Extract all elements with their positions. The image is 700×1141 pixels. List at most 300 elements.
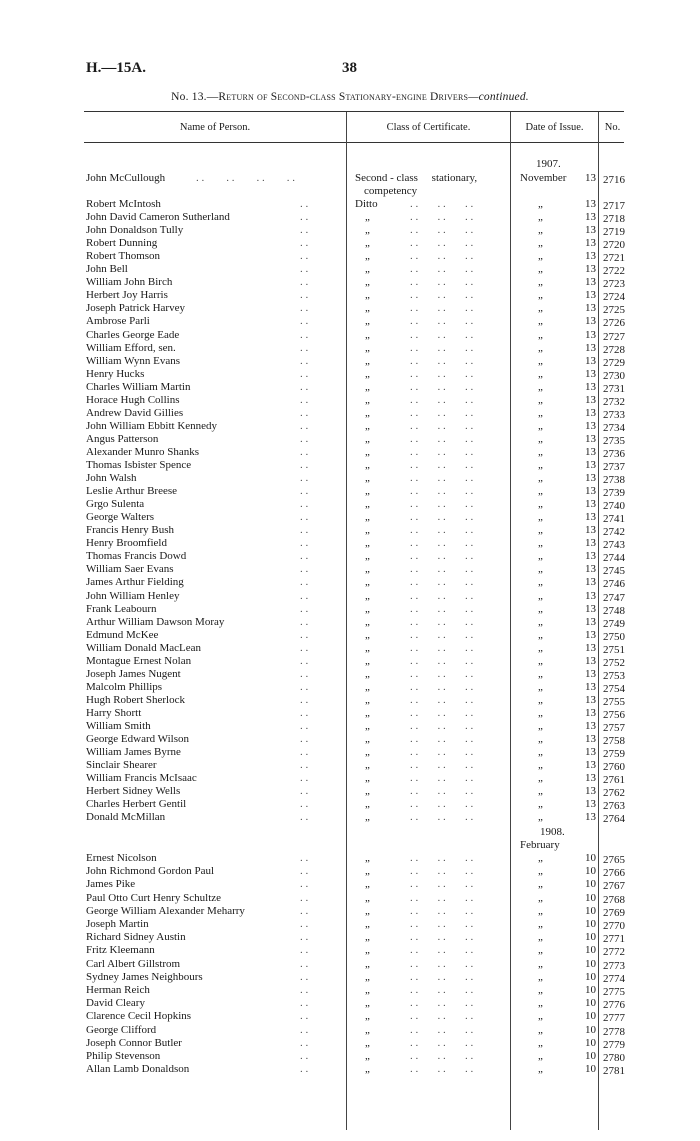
certificate-number: 2755 (603, 695, 625, 708)
person-name: William Donald MacLean (86, 641, 202, 654)
leader-dots: . . . . . . (410, 1050, 474, 1062)
month-ditto-mark: „ (538, 1023, 543, 1036)
month-ditto-mark: „ (538, 328, 543, 341)
month-ditto-mark: „ (538, 250, 543, 263)
person-name: Thomas Isbister Spence (86, 459, 192, 471)
leader-dots: . . . . . . (410, 654, 474, 667)
person-name: Alexander Munro Shanks (86, 445, 200, 458)
year-1908: 1908. (540, 826, 565, 838)
month-ditto-mark: „ (538, 224, 543, 237)
leader-dots: . . (300, 706, 309, 719)
first-entry-month: November (520, 172, 567, 184)
issue-day: 13 (585, 315, 596, 328)
certificate-number: 2739 (603, 487, 625, 500)
month-ditto-mark: „ (538, 693, 543, 706)
certificate-class: „ (365, 865, 370, 878)
certificate-class: Ditto (355, 198, 378, 210)
person-name: Grgo Sulenta (86, 498, 145, 511)
month-ditto-mark: „ (538, 1063, 543, 1076)
certificate-number: 2762 (603, 787, 625, 800)
person-name: George William Alexander Meharry (86, 904, 245, 917)
certificate-number: 2741 (603, 513, 625, 526)
leader-dots: . . . . . . (410, 589, 474, 602)
certificate-class: „ (365, 759, 370, 772)
leader-dots: . . (300, 445, 309, 458)
person-name: John William Henley (86, 589, 180, 602)
person-name: Edmund McKee (86, 628, 159, 641)
issue-day: 13 (585, 524, 596, 537)
issue-day: 13 (585, 250, 596, 263)
leader-dots: . . . . . . (410, 1010, 474, 1023)
certificate-number: 2779 (603, 1038, 625, 1051)
leader-dots: . . . . . . (410, 550, 474, 563)
person-name: Malcolm Phillips (86, 680, 163, 693)
certificate-number: 2760 (603, 761, 625, 774)
leader-dots: . . . . . . (410, 237, 474, 250)
month-ditto-mark: „ (538, 957, 543, 970)
month-ditto-mark: „ (538, 984, 543, 996)
certificate-class: „ (365, 628, 370, 641)
issue-day: 10 (585, 852, 596, 864)
certificate-class: „ (365, 654, 370, 667)
certificate-number: 2766 (603, 867, 625, 880)
column-header-class: Class of Certificate. (386, 122, 471, 133)
person-name: Donald McMillan (86, 811, 166, 824)
certificate-class: „ (365, 341, 370, 354)
certificate-number: 2745 (603, 565, 625, 578)
issue-day: 10 (585, 1036, 596, 1049)
month-ditto-mark: „ (538, 524, 543, 537)
certificate-class: „ (365, 250, 370, 263)
leader-dots: . . (300, 537, 309, 550)
leader-dots: . . (300, 693, 309, 706)
issue-day: 13 (585, 498, 596, 511)
person-name: Henry Broomfield (86, 537, 167, 550)
person-name: Ambrose Parli (86, 315, 150, 328)
person-name: John William Ebbitt Kennedy (86, 419, 218, 432)
person-name: William Wynn Evans (86, 354, 181, 367)
leader-dots: . . (300, 970, 309, 983)
month-ditto-mark: „ (538, 380, 543, 393)
leader-dots: . . . . . . (410, 1023, 474, 1036)
leader-dots: . . (300, 641, 309, 654)
leader-dots: . . (300, 485, 309, 498)
certificate-number: 2743 (603, 539, 625, 552)
certificate-number: 2746 (603, 578, 625, 591)
issue-day: 13 (585, 811, 596, 824)
certificate-class: „ (365, 328, 370, 341)
certificate-number: 2740 (603, 500, 625, 513)
leader-dots: . . (300, 511, 309, 524)
month-ditto-mark: „ (538, 997, 543, 1010)
leader-dots: . . (300, 524, 309, 537)
leader-dots: . . (300, 628, 309, 641)
issue-day: 10 (585, 918, 596, 930)
leader-dots: . . . . . . (410, 380, 474, 393)
certificate-number: 2764 (603, 813, 625, 826)
issue-day: 13 (585, 576, 596, 589)
person-name: John Donaldson Tully (86, 224, 184, 237)
month-ditto-mark: „ (538, 289, 543, 302)
leader-dots: . . . . . . (410, 406, 474, 419)
certificate-class: „ (365, 511, 370, 524)
month-ditto-mark: „ (538, 746, 543, 759)
issue-day: 13 (585, 406, 596, 419)
leader-dots: . . . . . . (410, 563, 474, 576)
leader-dots: . . . . . . (410, 289, 474, 302)
certificate-class: „ (365, 891, 370, 904)
leader-dots: . . (300, 393, 309, 406)
person-name: Robert Dunning (86, 237, 158, 250)
column-divider-date (598, 112, 599, 1130)
leader-dots: . . . . . . (410, 957, 474, 970)
first-entry-no: 2716 (603, 174, 625, 186)
month-ditto-mark: „ (538, 237, 543, 250)
title-prefix: No. 13.— (171, 91, 219, 103)
person-name: John Bell (86, 263, 128, 276)
certificate-class: „ (365, 211, 370, 224)
certificate-number: 2770 (603, 920, 625, 932)
certificate-number: 2765 (603, 854, 625, 866)
certificate-number: 2749 (603, 617, 625, 630)
issue-day: 13 (585, 720, 596, 732)
title-suffix: —continued. (468, 91, 529, 103)
month-ditto-mark: „ (538, 772, 543, 785)
certificate-number: 2761 (603, 774, 625, 787)
leader-dots: . . (300, 746, 309, 759)
leader-dots: . . . . . . (410, 772, 474, 785)
certificate-number: 2772 (603, 946, 625, 959)
certificate-class: „ (365, 263, 370, 276)
issue-day: 10 (585, 1050, 596, 1062)
leader-dots: . . . . . . (410, 511, 474, 524)
leader-dots: . . (300, 563, 309, 576)
person-name: Richard Sidney Austin (86, 931, 186, 944)
certificate-number: 2719 (603, 226, 625, 239)
certificate-number: 2732 (603, 395, 625, 408)
certificate-class: „ (365, 957, 370, 970)
leader-dots: . . . . . . (410, 746, 474, 759)
month-ditto-mark: „ (538, 563, 543, 576)
leader-dots: . . (300, 589, 309, 602)
certificate-class: „ (365, 852, 370, 864)
leader-dots: . . . . . . (410, 263, 474, 276)
month-ditto-mark: „ (538, 706, 543, 719)
leader-dots: . . . . . . (410, 970, 474, 983)
leader-dots: . . (300, 984, 309, 996)
certificate-number: 2780 (603, 1052, 625, 1064)
certificate-class: „ (365, 289, 370, 302)
leader-dots: . . (300, 472, 309, 485)
certificate-class: „ (365, 315, 370, 328)
certificate-number: 2720 (603, 239, 625, 252)
month-ditto-mark: „ (538, 1036, 543, 1049)
leader-dots: . . . . . . (410, 276, 474, 289)
month-ditto-mark: „ (538, 680, 543, 693)
leader-dots: . . (300, 498, 309, 511)
certificate-class: „ (365, 1063, 370, 1076)
leader-dots: . . . . . . (410, 615, 474, 628)
person-name: William James Byrne (86, 746, 181, 759)
person-name: William Efford, sen. (86, 341, 176, 354)
issue-day: 10 (585, 1063, 596, 1076)
leader-dots: . . . . . . (410, 211, 474, 224)
person-name: Joseph Patrick Harvey (86, 302, 185, 315)
month-ditto-mark: „ (538, 341, 543, 354)
leader-dots: . . . . . . (410, 798, 474, 811)
leader-dots: . . (300, 904, 309, 917)
document-reference: H.—15A. (86, 60, 146, 76)
leader-dots: . . . . . . (410, 852, 474, 864)
month-ditto-mark: „ (538, 472, 543, 485)
issue-day: 13 (585, 198, 596, 210)
certificate-number: 2781 (603, 1065, 625, 1078)
certificate-class: „ (365, 615, 370, 628)
issue-day: 10 (585, 957, 596, 970)
certificate-class: „ (365, 944, 370, 957)
certificate-class: „ (365, 878, 370, 891)
month-ditto-mark: „ (538, 785, 543, 798)
certificate-class: „ (365, 733, 370, 746)
month-ditto-mark: „ (538, 865, 543, 878)
column-divider-class (510, 112, 511, 1130)
month-ditto-mark: „ (538, 589, 543, 602)
leader-dots: . . . . . . (410, 485, 474, 498)
issue-day: 13 (585, 589, 596, 602)
column-header-name: Name of Person. (179, 122, 251, 133)
month-ditto-mark: „ (538, 576, 543, 589)
leader-dots: . . (300, 211, 309, 224)
month-ditto-mark: „ (538, 315, 543, 328)
issue-day: 13 (585, 680, 596, 693)
leader-dots: . . (300, 237, 309, 250)
person-name: John Richmond Gordon Paul (86, 865, 215, 878)
certificate-number: 2723 (603, 278, 625, 291)
leader-dots: . . . . . . (410, 918, 474, 930)
leader-dots: . . (300, 878, 309, 891)
issue-day: 13 (585, 550, 596, 563)
month-ditto-mark: „ (538, 1050, 543, 1062)
issue-day: 13 (585, 393, 596, 406)
issue-day: 13 (585, 211, 596, 224)
issue-day: 13 (585, 511, 596, 524)
leader-dots: . . . . . . . . (196, 172, 295, 184)
certificate-class: „ (365, 302, 370, 315)
issue-day: 10 (585, 1010, 596, 1023)
certificate-class: „ (365, 445, 370, 458)
certificate-class: „ (365, 984, 370, 996)
certificate-number: 2775 (603, 986, 625, 998)
issue-day: 13 (585, 537, 596, 550)
issue-day: 13 (585, 367, 596, 380)
leader-dots: . . (300, 315, 309, 328)
person-name: George Walters (86, 511, 155, 524)
certificate-number: 2747 (603, 591, 625, 604)
issue-day: 13 (585, 289, 596, 302)
month-ditto-mark: „ (538, 852, 543, 864)
month-ditto-mark: „ (538, 759, 543, 772)
certificate-class: „ (365, 459, 370, 471)
person-name: Philip Stevenson (86, 1050, 161, 1062)
certificate-class: „ (365, 380, 370, 393)
certificate-class: „ (365, 537, 370, 550)
leader-dots: . . . . . . (410, 341, 474, 354)
leader-dots: . . (300, 276, 309, 289)
month-ditto-mark: „ (538, 485, 543, 498)
person-name: George Edward Wilson (86, 733, 190, 746)
person-name: Ernest Nicolson (86, 852, 157, 864)
leader-dots: . . (300, 367, 309, 380)
issue-day: 13 (585, 733, 596, 746)
certificate-class: „ (365, 472, 370, 485)
issue-day: 13 (585, 641, 596, 654)
person-name: Thomas Francis Dowd (86, 550, 187, 563)
certificate-number: 2777 (603, 1012, 625, 1025)
month-ditto-mark: „ (538, 878, 543, 891)
leader-dots: . . . . . . (410, 720, 474, 732)
certificate-number: 2758 (603, 735, 625, 748)
certificate-number: 2756 (603, 708, 625, 721)
certificate-number: 2717 (603, 200, 625, 212)
person-name: Henry Hucks (86, 367, 145, 380)
certificate-class: „ (365, 432, 370, 445)
leader-dots: . . . . . . (410, 997, 474, 1010)
leader-dots: . . (300, 811, 309, 824)
certificate-number: 2734 (603, 421, 625, 434)
leader-dots: . . (300, 550, 309, 563)
certificate-number: 2768 (603, 893, 625, 906)
issue-day: 13 (585, 328, 596, 341)
leader-dots: . . (300, 680, 309, 693)
leader-dots: . . (300, 654, 309, 667)
leader-dots: . . . . . . (410, 785, 474, 798)
month-ditto-mark: „ (538, 276, 543, 289)
month-ditto-mark: „ (538, 798, 543, 811)
certificate-class: „ (365, 931, 370, 944)
leader-dots: . . (300, 667, 309, 680)
month-ditto-mark: „ (538, 498, 543, 511)
leader-dots: . . (300, 602, 309, 615)
issue-day: 13 (585, 419, 596, 432)
leader-dots: . . (300, 289, 309, 302)
person-name: William John Birch (86, 276, 173, 289)
leader-dots: . . . . . . (410, 354, 474, 367)
leader-dots: . . (300, 852, 309, 864)
certificate-class: „ (365, 589, 370, 602)
leader-dots: . . . . . . (410, 628, 474, 641)
issue-day: 13 (585, 276, 596, 289)
leader-dots: . . . . . . (410, 328, 474, 341)
certificate-number: 2722 (603, 265, 625, 278)
leader-dots: . . (300, 1036, 309, 1049)
issue-day: 13 (585, 654, 596, 667)
leader-dots: . . (300, 720, 309, 732)
person-name: Herbert Sidney Wells (86, 785, 181, 798)
year-1907: 1907. (536, 158, 561, 170)
issue-day: 13 (585, 785, 596, 798)
person-name: Joseph James Nugent (86, 667, 181, 680)
month-ditto-mark: „ (538, 537, 543, 550)
issue-day: 10 (585, 970, 596, 983)
issue-day: 13 (585, 445, 596, 458)
first-entry-name (86, 172, 295, 185)
certificate-number: 2726 (603, 317, 625, 330)
month-ditto-mark: „ (538, 550, 543, 563)
leader-dots: . . (300, 341, 309, 354)
issue-day: 10 (585, 891, 596, 904)
certificate-number: 2725 (603, 304, 625, 317)
month-ditto-mark: „ (538, 918, 543, 930)
month-ditto-mark: „ (538, 198, 543, 210)
person-name: William Francis McIsaac (86, 772, 197, 785)
leader-dots: . . . . . . (410, 367, 474, 380)
leader-dots: . . . . . . (410, 198, 474, 210)
leader-dots: . . (300, 997, 309, 1010)
person-name: Robert Thomson (86, 250, 161, 263)
certificate-number: 2718 (603, 213, 625, 226)
leader-dots: . . (300, 198, 309, 210)
column-header-date: Date of Issue. (525, 122, 584, 133)
month-ditto-mark: „ (538, 891, 543, 904)
leader-dots: . . (300, 1050, 309, 1062)
person-name: Sinclair Shearer (86, 759, 157, 772)
table-top-rule (84, 111, 624, 112)
issue-day: 13 (585, 302, 596, 315)
certificate-class: „ (365, 706, 370, 719)
month-ditto-mark: „ (538, 432, 543, 445)
month-ditto-mark: „ (538, 211, 543, 224)
leader-dots: . . (300, 250, 309, 263)
certificate-number: 2750 (603, 630, 625, 643)
leader-dots: . . . . . . (410, 432, 474, 445)
leader-dots: . . . . . . (410, 1036, 474, 1049)
person-name: Herman Reich (86, 984, 150, 996)
issue-day: 10 (585, 904, 596, 917)
issue-day: 13 (585, 485, 596, 498)
issue-day: 13 (585, 693, 596, 706)
leader-dots: . . . . . . (410, 944, 474, 957)
person-name: Clarence Cecil Hopkins (86, 1010, 192, 1023)
month-ditto-mark: „ (538, 628, 543, 641)
certificate-class: „ (365, 485, 370, 498)
leader-dots: . . . . . . (410, 224, 474, 237)
month-ditto-mark: „ (538, 811, 543, 824)
person-name: Charles William Martin (86, 380, 191, 393)
month-ditto-mark: „ (538, 931, 543, 944)
person-name: Allan Lamb Donaldson (86, 1063, 190, 1076)
leader-dots: . . (300, 957, 309, 970)
certificate-class: „ (365, 498, 370, 511)
leader-dots: . . (300, 419, 309, 432)
certificate-number: 2733 (603, 408, 625, 421)
leader-dots: . . (300, 615, 309, 628)
month-ditto-mark: „ (538, 654, 543, 667)
leader-dots: . . . . . . (410, 524, 474, 537)
certificate-class: „ (365, 1050, 370, 1062)
person-name: John Walsh (86, 472, 137, 485)
leader-dots: . . (300, 865, 309, 878)
certificate-number: 2738 (603, 474, 625, 487)
certificate-class: „ (365, 576, 370, 589)
certificate-class: „ (365, 563, 370, 576)
certificate-class: „ (365, 367, 370, 380)
person-name: Horace Hugh Collins (86, 393, 180, 406)
month-ditto-mark: „ (538, 667, 543, 680)
issue-day: 10 (585, 1023, 596, 1036)
certificate-number: 2744 (603, 552, 625, 565)
leader-dots: . . (300, 772, 309, 785)
certificate-class: „ (365, 772, 370, 785)
